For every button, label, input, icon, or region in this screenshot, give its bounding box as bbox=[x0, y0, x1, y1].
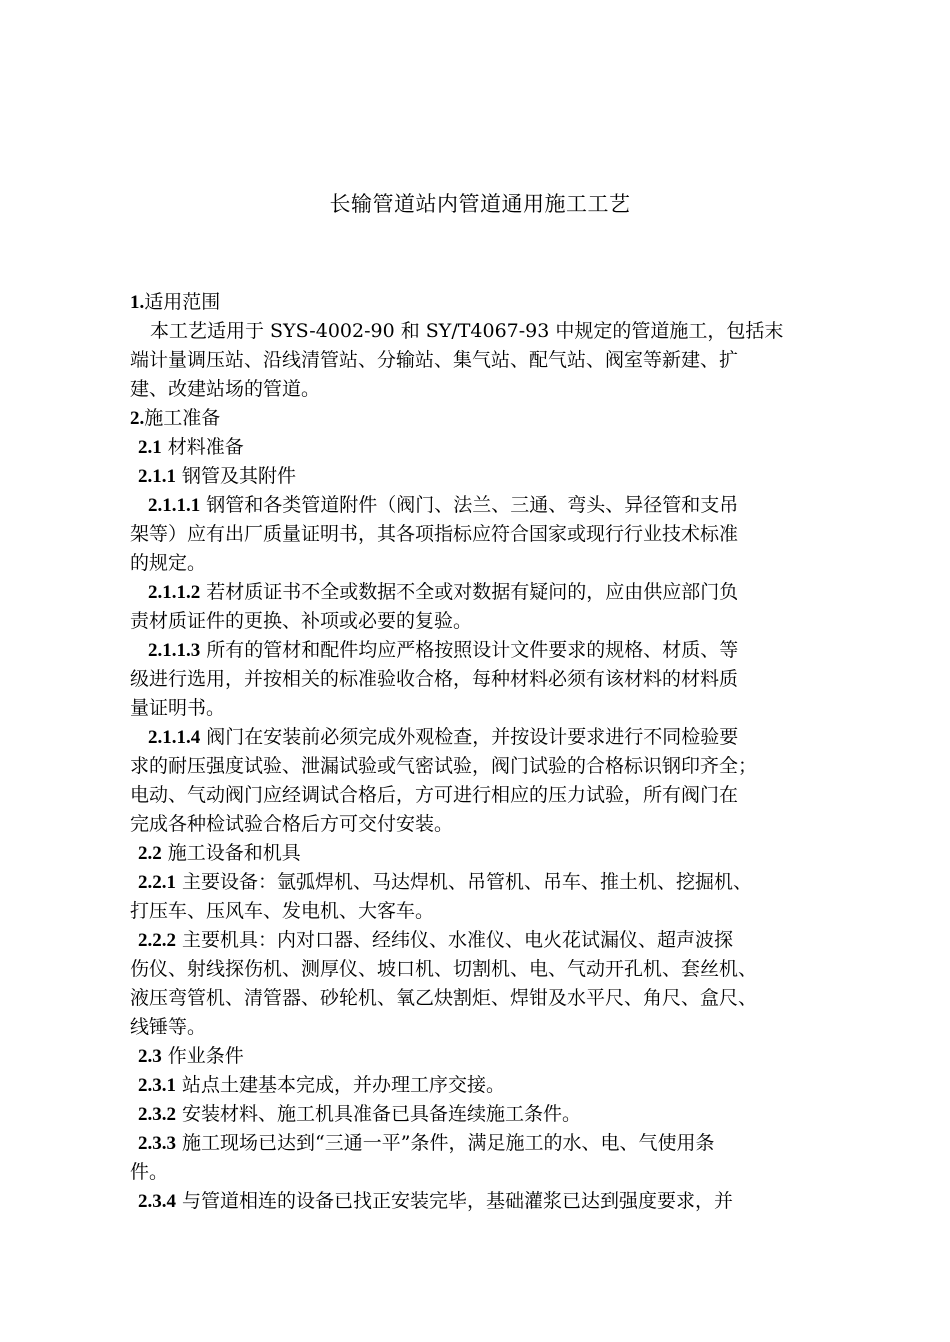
text-line bbox=[130, 346, 842, 375]
text-line bbox=[130, 375, 842, 404]
text-line bbox=[130, 694, 842, 723]
text-line bbox=[130, 404, 842, 433]
document-body bbox=[130, 288, 842, 1216]
section-number: 2.1.1.4 bbox=[148, 727, 201, 748]
text-line bbox=[130, 752, 842, 781]
text-line bbox=[130, 1187, 842, 1216]
line-text: 若材质证书不全或数据不全或对数据有疑问的，应由供应部门负 bbox=[200, 581, 739, 603]
text-line bbox=[130, 1129, 842, 1158]
line-text: 端计量调压站、沿线清管站、分输站、集气站、配气站、阀室等新建、扩 bbox=[130, 349, 739, 371]
line-text: 施工准备 bbox=[144, 407, 221, 429]
line-text: 线锤等。 bbox=[130, 1016, 207, 1038]
section-number: 2.2 bbox=[138, 843, 162, 864]
line-text: 站点土建基本完成，并办理工序交接。 bbox=[176, 1074, 506, 1096]
section-number: 2.1.1.1 bbox=[148, 495, 201, 516]
document-title: 长输管道站内管道通用施工工艺 bbox=[329, 192, 631, 216]
section-number: 2.3.4 bbox=[138, 1191, 176, 1212]
text-line bbox=[130, 317, 842, 346]
line-text: 安装材料、施工机具准备已具备连续施工条件。 bbox=[176, 1103, 582, 1125]
line-text: 的规定。 bbox=[130, 552, 207, 574]
text-line bbox=[130, 868, 842, 897]
text-line bbox=[130, 462, 842, 491]
text-line bbox=[130, 288, 842, 317]
line-text: 打压车、压风车、发电机、大客车。 bbox=[130, 900, 435, 922]
text-line bbox=[130, 810, 842, 839]
section-number: 2.1 bbox=[138, 437, 162, 458]
line-text: 材料准备 bbox=[161, 436, 244, 458]
text-line bbox=[130, 520, 842, 549]
line-text: 级进行选用，并按相关的标准验收合格，每种材料必须有该材料的材料质 bbox=[130, 668, 739, 690]
text-line bbox=[130, 1158, 842, 1187]
line-text: 电动、气动阀门应经调试合格后，方可进行相应的压力试验，所有阀门在 bbox=[130, 784, 739, 806]
line-text: 阀门在安装前必须完成外观检查，并按设计要求进行不同检验要 bbox=[200, 726, 739, 748]
line-text: 完成各种检试验合格后方可交付安装。 bbox=[130, 813, 454, 835]
line-text: 钢管及其附件 bbox=[176, 465, 297, 487]
line-text: 主要机具：内对口器、经纬仪、水准仪、电火花试漏仪、超声波探 bbox=[176, 929, 734, 951]
text-line bbox=[130, 636, 842, 665]
line-text: 钢管和各类管道附件（阀门、法兰、三通、弯头、异径管和支吊 bbox=[200, 494, 739, 516]
line-text: 适用范围 bbox=[144, 291, 221, 313]
line-text: 建、改建站场的管道。 bbox=[130, 378, 321, 400]
section-number: 2.1.1 bbox=[138, 466, 176, 487]
text-line bbox=[130, 723, 842, 752]
line-text: 件。 bbox=[130, 1161, 169, 1183]
line-text: 本工艺适用于 SYS-4002-90 和 SY/T4067-93 中规定的管道施工，包括末 bbox=[150, 320, 784, 342]
section-number: 2. bbox=[130, 408, 145, 429]
text-line bbox=[130, 984, 842, 1013]
section-number: 2.2.1 bbox=[138, 872, 176, 893]
section-number: 1. bbox=[130, 292, 145, 313]
section-number: 2.1.1.2 bbox=[148, 582, 201, 603]
text-line bbox=[130, 665, 842, 694]
line-text: 施工现场已达到“三通一平”条件，满足施工的水、电、气使用条 bbox=[176, 1132, 715, 1154]
text-line bbox=[130, 839, 842, 868]
line-text: 架等）应有出厂质量证明书，其各项指标应符合国家或现行行业技术标准 bbox=[130, 523, 739, 545]
text-line bbox=[130, 1042, 842, 1071]
line-text: 伤仪、射线探伤机、测厚仪、坡口机、切割机、电、气动开孔机、套丝机、 bbox=[130, 958, 758, 980]
text-line bbox=[130, 578, 842, 607]
line-text: 作业条件 bbox=[161, 1045, 244, 1067]
section-number: 2.1.1.3 bbox=[148, 640, 201, 661]
line-text: 量证明书。 bbox=[130, 697, 226, 719]
text-line bbox=[130, 433, 842, 462]
section-number: 2.3 bbox=[138, 1046, 162, 1067]
line-text: 与管道相连的设备已找正安装完毕，基础灌浆已达到强度要求，并 bbox=[176, 1190, 734, 1212]
text-line bbox=[130, 1100, 842, 1129]
text-line bbox=[130, 549, 842, 578]
section-number: 2.2.2 bbox=[138, 930, 176, 951]
line-text: 施工设备和机具 bbox=[161, 842, 301, 864]
line-text: 责材质证件的更换、补项或必要的复验。 bbox=[130, 610, 473, 632]
section-number: 2.3.3 bbox=[138, 1133, 176, 1154]
text-line bbox=[130, 897, 842, 926]
line-text: 液压弯管机、清管器、砂轮机、氧乙炔割炬、焊钳及水平尺、角尺、盒尺、 bbox=[130, 987, 758, 1009]
text-line bbox=[130, 1071, 842, 1100]
text-line bbox=[130, 1013, 842, 1042]
text-line bbox=[130, 926, 842, 955]
section-number: 2.3.1 bbox=[138, 1075, 176, 1096]
line-text: 主要设备：氩弧焊机、马达焊机、吊管机、吊车、推土机、挖掘机、 bbox=[176, 871, 753, 893]
text-line bbox=[130, 607, 842, 636]
text-line bbox=[130, 491, 842, 520]
line-text: 所有的管材和配件均应严格按照设计文件要求的规格、材质、等 bbox=[200, 639, 739, 661]
section-number: 2.3.2 bbox=[138, 1104, 176, 1125]
text-line bbox=[130, 955, 842, 984]
line-text: 求的耐压强度试验、泄漏试验或气密试验，阀门试验的合格标识钢印齐全； bbox=[130, 755, 758, 777]
text-line bbox=[130, 781, 842, 810]
